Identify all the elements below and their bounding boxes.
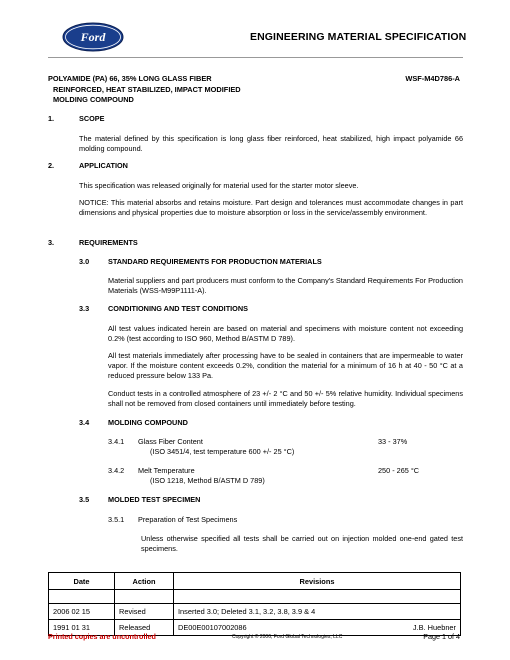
requirement-method: (ISO 1218, Method B/ASTM D 789) (150, 476, 265, 485)
requirement-name: Glass Fiber Content (138, 437, 203, 446)
conditioning-paragraph: All test values indicated herein are based on material and specimens with moisture content not exceeding 0.2% (test according to ISO 960, Method B/ASTM D 789). (108, 324, 463, 344)
column-header-revisions: Revisions (174, 573, 461, 590)
table-row (49, 590, 461, 604)
requirement-number: 3.4.2 (108, 466, 125, 475)
revision-description (174, 604, 461, 620)
subsection-number: 3.3 (79, 304, 90, 313)
section-number: 1. (48, 114, 55, 123)
material-name-line: MOLDING COMPOUND (53, 95, 134, 104)
requirement-name: Preparation of Test Specimens (138, 515, 238, 524)
table-row (49, 604, 461, 620)
revision-date: 1991 01 31 (49, 620, 115, 636)
revision-action: Released (115, 620, 174, 636)
requirement-number: 3.4.1 (108, 437, 125, 446)
subsection-title: MOLDED TEST SPECIMEN (108, 495, 201, 504)
ford-logo (62, 22, 124, 52)
section-title-application: APPLICATION (79, 161, 128, 170)
conditioning-paragraph: Conduct tests in a controlled atmosphere of 23 +/- 2 °C and 50 +/- 5% relative humidity. Individual specimens shall not be removed from closed containers until immediately before testing. (108, 389, 463, 409)
table-cell (49, 590, 115, 604)
subsection-number: 3.5 (79, 495, 90, 504)
subsection-number: 3.4 (79, 418, 90, 427)
requirement-name: Melt Temperature (138, 466, 195, 475)
requirement-value: 250 - 265 °C (378, 466, 420, 475)
column-header-action: Action (115, 573, 174, 590)
subsection-title: STANDARD REQUIREMENTS FOR PRODUCTION MATERIALS (108, 257, 322, 266)
copyright-notice: Copyright © 2006, Ford Global Technologies, LLC (232, 634, 343, 640)
subsection-number: 3.0 (79, 257, 90, 266)
material-name-line: REINFORCED, HEAT STABILIZED, IMPACT MODIFIED (53, 84, 241, 94)
document-title: ENGINEERING MATERIAL SPECIFICATION (250, 31, 467, 43)
section-number: 3. (48, 238, 55, 247)
logo-text: Ford (80, 30, 106, 44)
revision-text: Inserted 3.0; Deleted 3.1, 3.2, 3.8, 3.9 & 4 (178, 607, 316, 616)
table-cell (115, 590, 174, 604)
revision-date: 2006 02 15 (49, 604, 115, 620)
material-name-line: POLYAMIDE (PA) 66, 35% LONG GLASS FIBER (48, 74, 212, 83)
requirement-value: 33 - 37% (378, 437, 408, 446)
revision-signature: J.B. Huebner (412, 623, 456, 632)
requirement-number: 3.5.1 (108, 515, 125, 524)
section-number: 2. (48, 161, 55, 170)
standard-requirements-text: Material suppliers and part producers must conform to the Company's Standard Requirements For Production Materials (WSS-M99P1111-A). (108, 276, 463, 296)
material-name (48, 74, 241, 106)
application-notice: NOTICE: This material absorbs and retains moisture. Part design and tolerances must accommodate changes in part dimensions and physical properties due to moisture absorption or loss in the service/assembly environment. (79, 198, 463, 218)
table-header-row (49, 573, 461, 590)
section-title-requirements: REQUIREMENTS (79, 238, 138, 247)
page-number: Page 1 of 4 (423, 632, 460, 641)
application-text: This specification was released originally for material used for the starter motor sleeve. (79, 181, 359, 190)
subsection-title: CONDITIONING AND TEST CONDITIONS (108, 304, 248, 313)
table-cell (174, 590, 461, 604)
revisions-table (48, 572, 461, 636)
header-divider (48, 57, 463, 58)
subsection-title: MOLDING COMPOUND (108, 418, 188, 427)
section-title-scope: SCOPE (79, 114, 105, 123)
test-specimen-text: Unless otherwise specified all tests shall be carried out on injection molded one-end gated test specimens. (141, 534, 463, 554)
revision-text: DE00E00107002086 (178, 623, 247, 632)
column-header-date: Date (49, 573, 115, 590)
revision-action: Revised (115, 604, 174, 620)
requirement-method: (ISO 3451/4, test temperature 600 +/- 25 °C) (150, 447, 295, 456)
conditioning-paragraph: All test materials immediately after processing have to be sealed in containers that are impermeable to water vapor. If the moisture content exceeds 0.2%, condition the material for a minimum of 16 h at 40 - 50 °C at a reduced pressure below 133 Pa. (108, 351, 463, 381)
spec-number: WSF-M4D786-A (405, 74, 460, 83)
scope-text: The material defined by this specification is long glass fiber reinforced, heat stabilized, high impact polyamide 66 molding compound. (79, 134, 463, 154)
uncontrolled-copy-notice: Printed copies are uncontrolled (48, 632, 156, 641)
